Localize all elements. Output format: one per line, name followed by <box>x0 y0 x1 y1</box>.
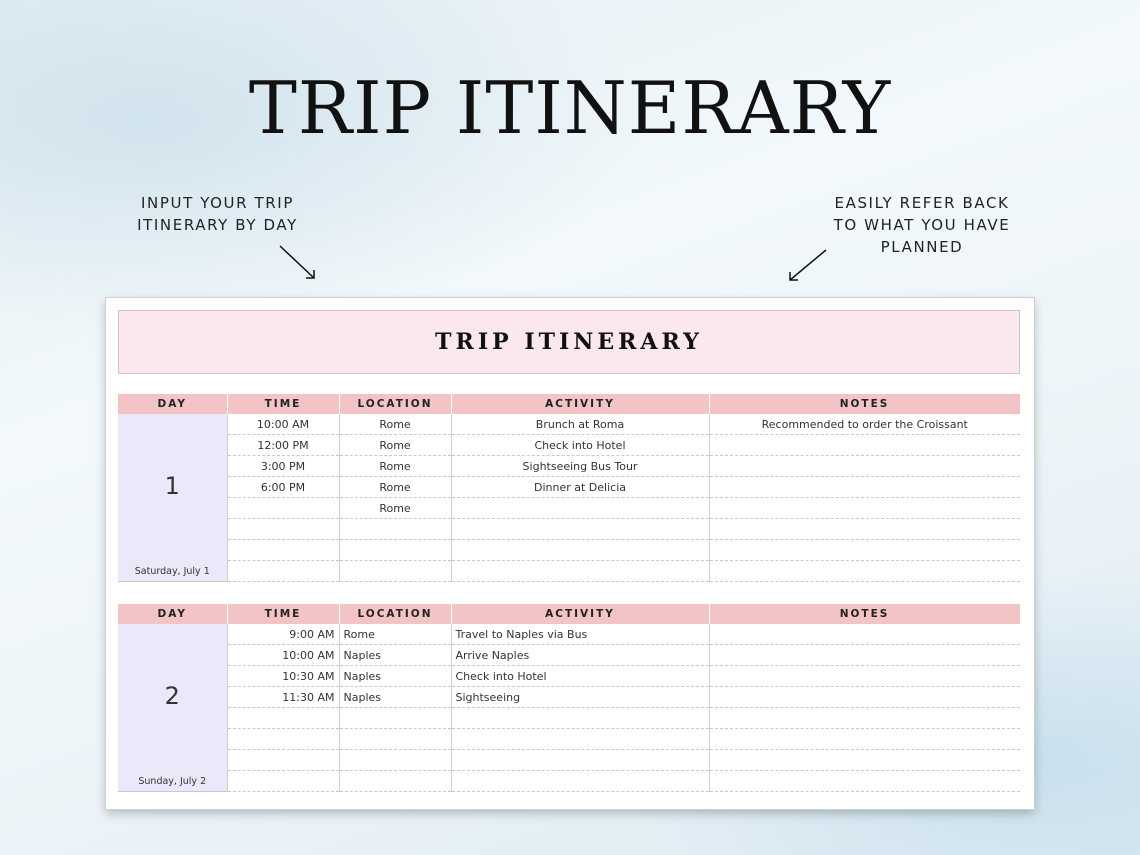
notes-cell[interactable] <box>709 477 1020 498</box>
activity-cell[interactable] <box>451 729 709 750</box>
day-table-1 <box>118 394 1021 582</box>
table-row <box>118 666 1020 687</box>
header-day: DAY <box>118 394 227 414</box>
time-cell[interactable] <box>227 561 339 582</box>
notes-cell[interactable] <box>709 666 1020 687</box>
arrow-down-right-icon <box>276 242 320 284</box>
table-row <box>118 561 1020 582</box>
day-cell[interactable] <box>118 624 227 792</box>
time-cell[interactable] <box>227 540 339 561</box>
page-title: TRIP ITINERARY <box>248 66 892 150</box>
table-row <box>118 477 1020 498</box>
time-cell[interactable] <box>227 729 339 750</box>
table-row <box>118 645 1020 666</box>
table-row <box>118 456 1020 477</box>
time-cell[interactable]: 9:00 AM <box>227 624 339 645</box>
notes-cell[interactable] <box>709 687 1020 708</box>
header-location: LOCATION <box>339 394 451 414</box>
notes-cell[interactable] <box>709 645 1020 666</box>
notes-cell[interactable] <box>709 708 1020 729</box>
table-row <box>118 708 1020 729</box>
location-cell[interactable] <box>339 561 451 582</box>
time-cell[interactable]: 3:00 PM <box>227 456 339 477</box>
time-cell[interactable] <box>227 498 339 519</box>
location-cell[interactable]: Rome <box>339 414 451 435</box>
notes-cell[interactable] <box>709 750 1020 771</box>
activity-cell[interactable]: Dinner at Delicia <box>451 477 709 498</box>
header-day: DAY <box>118 604 227 624</box>
activity-cell[interactable] <box>451 498 709 519</box>
day-date: Saturday, July 1 <box>134 566 210 577</box>
location-cell[interactable]: Rome <box>339 435 451 456</box>
time-cell[interactable]: 6:00 PM <box>227 477 339 498</box>
activity-cell[interactable] <box>451 519 709 540</box>
notes-cell[interactable] <box>709 729 1020 750</box>
notes-cell[interactable] <box>709 771 1020 792</box>
table-row <box>118 414 1020 435</box>
sheet-title: TRIP ITINERARY <box>435 329 703 355</box>
location-cell[interactable]: Naples <box>339 645 451 666</box>
table-header-row <box>118 604 1020 624</box>
activity-cell[interactable] <box>451 750 709 771</box>
activity-cell[interactable] <box>451 540 709 561</box>
activity-cell[interactable]: Arrive Naples <box>451 645 709 666</box>
notes-cell[interactable] <box>709 561 1020 582</box>
activity-cell[interactable]: Sightseeing <box>451 687 709 708</box>
header-time: TIME <box>227 604 339 624</box>
notes-cell[interactable] <box>709 540 1020 561</box>
location-cell[interactable]: Naples <box>339 666 451 687</box>
table-row <box>118 750 1020 771</box>
location-cell[interactable]: Rome <box>339 456 451 477</box>
activity-cell[interactable]: Check into Hotel <box>451 666 709 687</box>
callout-refer-back: EASILY REFER BACK TO WHAT YOU HAVE PLANNED <box>833 194 1011 256</box>
day-number: 1 <box>164 472 180 500</box>
time-cell[interactable]: 10:00 AM <box>227 414 339 435</box>
activity-cell[interactable] <box>451 561 709 582</box>
table-row <box>118 540 1020 561</box>
notes-cell[interactable] <box>709 519 1020 540</box>
notes-cell[interactable] <box>709 498 1020 519</box>
day-table-2 <box>118 604 1021 792</box>
location-cell[interactable] <box>339 729 451 750</box>
notes-cell[interactable]: Recommended to order the Croissant <box>709 414 1020 435</box>
callout-input-itinerary: INPUT YOUR TRIP ITINERARY BY DAY <box>137 194 298 234</box>
table-row <box>118 771 1020 792</box>
arrow-down-left-icon <box>784 246 830 284</box>
activity-cell[interactable] <box>451 771 709 792</box>
header-notes: NOTES <box>709 604 1020 624</box>
time-cell[interactable] <box>227 708 339 729</box>
time-cell[interactable]: 10:30 AM <box>227 666 339 687</box>
activity-cell[interactable] <box>451 708 709 729</box>
time-cell[interactable] <box>227 771 339 792</box>
location-cell[interactable] <box>339 708 451 729</box>
table-row <box>118 729 1020 750</box>
day-number: 2 <box>164 682 180 710</box>
time-cell[interactable]: 11:30 AM <box>227 687 339 708</box>
location-cell[interactable]: Rome <box>339 477 451 498</box>
activity-cell[interactable]: Check into Hotel <box>451 435 709 456</box>
table-header-row <box>118 394 1020 414</box>
table-row <box>118 498 1020 519</box>
time-cell[interactable]: 10:00 AM <box>227 645 339 666</box>
time-cell[interactable] <box>227 519 339 540</box>
location-cell[interactable]: Rome <box>339 624 451 645</box>
location-cell[interactable] <box>339 750 451 771</box>
activity-cell[interactable]: Brunch at Roma <box>451 414 709 435</box>
location-cell[interactable] <box>339 771 451 792</box>
location-cell[interactable] <box>339 519 451 540</box>
table-row <box>118 519 1020 540</box>
time-cell[interactable] <box>227 750 339 771</box>
sheet-title-band <box>118 310 1020 374</box>
header-activity: ACTIVITY <box>451 394 709 414</box>
header-time: TIME <box>227 394 339 414</box>
activity-cell[interactable]: Travel to Naples via Bus <box>451 624 709 645</box>
header-activity: ACTIVITY <box>451 604 709 624</box>
table-row <box>118 624 1020 645</box>
header-notes: NOTES <box>709 394 1020 414</box>
location-cell[interactable] <box>339 540 451 561</box>
time-cell[interactable]: 12:00 PM <box>227 435 339 456</box>
day-date: Sunday, July 2 <box>138 776 207 787</box>
day-cell[interactable] <box>118 414 227 582</box>
notes-cell[interactable] <box>709 456 1020 477</box>
activity-cell[interactable]: Sightseeing Bus Tour <box>451 456 709 477</box>
itinerary-sheet <box>106 298 1034 809</box>
table-row <box>118 687 1020 708</box>
notes-cell[interactable] <box>709 624 1020 645</box>
table-row <box>118 435 1020 456</box>
notes-cell[interactable] <box>709 435 1020 456</box>
location-cell[interactable]: Rome <box>339 498 451 519</box>
header-location: LOCATION <box>339 604 451 624</box>
location-cell[interactable]: Naples <box>339 687 451 708</box>
